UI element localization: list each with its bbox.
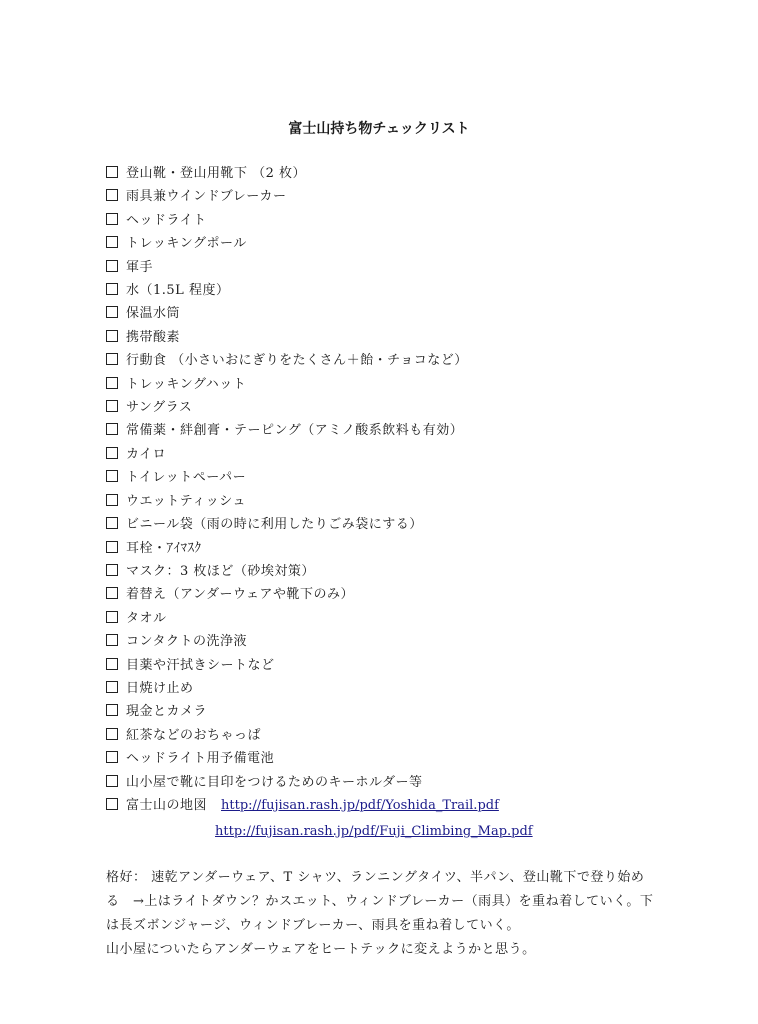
checkbox[interactable]: [106, 728, 118, 740]
checklist-item: [106, 185, 726, 208]
checklist-item-label: 行動食 （小さいおにぎりをたくさん＋飴・チョコなど）: [126, 353, 468, 369]
checklist-item-label: サングラス: [126, 400, 193, 416]
checkbox[interactable]: [106, 658, 118, 670]
checkbox[interactable]: [106, 775, 118, 787]
document-title: 富士山持ち物チェックリスト: [288, 121, 470, 137]
checklist-item: [106, 232, 726, 255]
checklist-item-label: 日焼け止め: [126, 680, 194, 696]
checkbox[interactable]: [106, 400, 118, 412]
checkbox[interactable]: [106, 423, 118, 435]
checklist-item: [106, 490, 726, 513]
attire-line: 格好： 速乾アンダーウェア、T シャツ、ランニングタイツ、半パン、登山靴下で登り始め: [106, 870, 645, 885]
checklist-item: [106, 279, 726, 302]
checklist-item: [106, 256, 726, 279]
checklist-item-label: ウエットティッシュ: [126, 493, 246, 509]
attire-line: は長ズボンジャージ、ウィンドブレーカー、雨具を重ね着していく。: [106, 918, 520, 933]
checklist-item: [106, 326, 726, 349]
checklist-item: [106, 162, 726, 185]
checkbox[interactable]: [106, 330, 118, 342]
checklist-item: [106, 700, 726, 723]
checklist-item-label: 着替え（アンダーウェアや靴下のみ）: [126, 587, 354, 603]
checklist-item-map-link-row: [215, 818, 533, 841]
checklist-item: [106, 724, 726, 747]
checkbox[interactable]: [106, 704, 118, 716]
attire-notes: [106, 866, 666, 962]
checklist-item-label: 目薬や汗拭きシートなど: [126, 657, 275, 673]
checklist-item: [106, 513, 726, 536]
checklist-item-label: ヘッドライト用予備電池: [126, 751, 275, 767]
checkbox[interactable]: [106, 751, 118, 763]
checklist-item-label: 雨具兼ウインドブレーカー: [126, 189, 287, 205]
checkbox[interactable]: [106, 447, 118, 459]
checkbox[interactable]: [106, 798, 118, 810]
checkbox[interactable]: [106, 236, 118, 248]
checklist-item-label: ビニール袋（雨の時に利用したりごみ袋にする）: [126, 517, 423, 533]
checklist-item-label: 現金とカメラ: [126, 704, 208, 720]
checkbox[interactable]: [106, 541, 118, 553]
checkbox[interactable]: [106, 377, 118, 389]
checklist-item-label: 常備薬・絆創膏・テーピング（アミノ酸系飲料も有効）: [126, 423, 464, 439]
attire-line: 山小屋についたらアンダーウェアをヒートテックに変えようかと思う。: [106, 942, 536, 957]
checklist-item-label: トレッキングハット: [126, 376, 247, 392]
checkbox[interactable]: [106, 213, 118, 225]
checkbox[interactable]: [106, 306, 118, 318]
checklist-item: [106, 466, 726, 489]
checklist-item-label: 携帯酸素: [126, 329, 181, 345]
checklist-item: [106, 583, 726, 606]
checklist-item-label: 保温水筒: [126, 306, 181, 322]
checklist-item-label: トイレットペーパー: [126, 470, 247, 486]
checkbox[interactable]: [106, 283, 118, 295]
checklist-item-label: 登山靴・登山用靴下 （2 枚）: [126, 166, 307, 181]
checklist-item: [106, 349, 726, 372]
checklist-item: [106, 373, 726, 396]
checklist-item-label: タオル: [126, 610, 167, 626]
checklist-item-map: [106, 794, 726, 817]
checklist-item-label: コンタクトの洗浄液: [126, 634, 247, 650]
attire-line: る →上はライトダウン？かスエット、ウィンドブレーカー（雨具）を重ね着していく。下: [106, 894, 654, 909]
checkbox[interactable]: [106, 189, 118, 201]
checklist-item-label: ヘッドライト: [126, 212, 207, 228]
checkbox[interactable]: [106, 494, 118, 506]
checkbox[interactable]: [106, 681, 118, 693]
checklist-item: [106, 302, 726, 325]
checkbox[interactable]: [106, 470, 118, 482]
checklist: [106, 162, 726, 817]
checklist-item: [106, 419, 726, 442]
checklist-item: [106, 654, 726, 677]
checklist-item: [106, 677, 726, 700]
checklist-item-label: 水（1.5L 程度）: [126, 283, 230, 299]
checklist-item: [106, 396, 726, 419]
checklist-item: [106, 443, 726, 466]
checklist-item: [106, 771, 726, 794]
checklist-item: [106, 209, 726, 232]
checklist-item: [106, 537, 726, 560]
checkbox[interactable]: [106, 611, 118, 623]
checklist-item-label: 山小屋で靴に目印をつけるためのキーホルダー等: [126, 774, 423, 790]
checklist-item-label: マスク：3 枚ほど（砂埃対策）: [126, 563, 315, 579]
checkbox[interactable]: [106, 353, 118, 365]
checklist-item: [106, 607, 726, 630]
checklist-item: [106, 560, 726, 583]
checklist-item-label: 耳栓・ｱｲﾏｽｸ: [126, 540, 202, 556]
checklist-item-label: 軍手: [126, 259, 154, 275]
checklist-item-label: 富士山の地図: [126, 797, 208, 813]
yoshida-trail-link[interactable]: http://fujisan.rash.jp/pdf/Yoshida_Trail.pdf: [221, 797, 499, 813]
checklist-item: [106, 630, 726, 653]
checkbox[interactable]: [106, 166, 118, 178]
checkbox[interactable]: [106, 260, 118, 272]
checkbox[interactable]: [106, 587, 118, 599]
checkbox[interactable]: [106, 564, 118, 576]
checkbox[interactable]: [106, 517, 118, 529]
checklist-item-label: カイロ: [126, 446, 167, 462]
checkbox[interactable]: [106, 634, 118, 646]
checklist-item-label: トレッキングポール: [126, 236, 247, 252]
checklist-item-label: 紅茶などのおちゃっぱ: [126, 727, 262, 743]
checklist-item: [106, 747, 726, 770]
fuji-climbing-map-link[interactable]: http://fujisan.rash.jp/pdf/Fuji_Climbing_Map.pdf: [215, 824, 533, 839]
